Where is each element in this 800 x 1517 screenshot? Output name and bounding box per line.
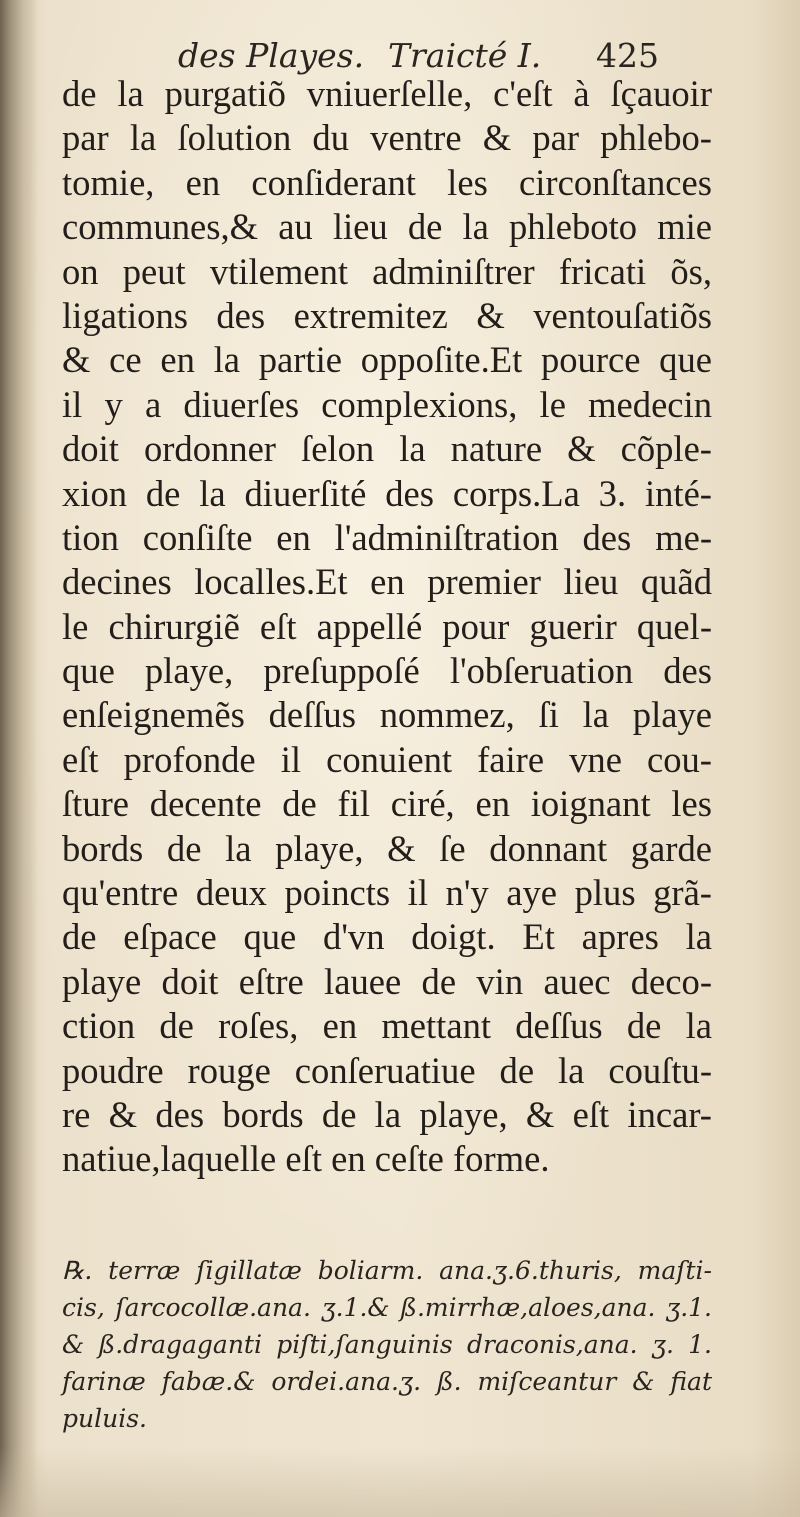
text-line: decines localles.Et en premier lieu quãd [62,561,712,603]
text-line: ſture decente de fil ciré, en ioignant les [62,783,712,825]
text-line: le chirurgiẽ eſt appellé pour guerir quel- [62,605,712,647]
running-head-title: des Playes. [178,36,365,75]
text-line: communes,& au lieu de la phleboto mie [62,206,712,248]
text-line: doit ordonner ſelon la nature & cõple- [62,428,712,470]
text-line: tion conſiſte en l'adminiſtration des me- [62,516,712,558]
text-line: par la ſolution du ventre & par phlebo- [62,117,712,159]
text-line: il y a diuerſes complexions, le medecin [62,383,712,425]
text-line: & ce en la partie oppoſite.Et pource que [62,339,712,381]
text-line: natiue,laquelle eſt en ceſte forme. [62,1138,550,1180]
text-line: bords de la playe, & ſe donnant garde [62,827,712,869]
text-line: poudre rouge conſeruatiue de la couſtu- [62,1049,712,1091]
recipe-line: farinæ fabæ.& ordei.ana.ʒ. ß. miſceantur & fiat [62,1367,712,1396]
text-line: playe doit eſtre lauee de vin auec deco- [62,960,712,1002]
text-line: ligations des extremitez & ventouſatiõs [62,294,712,336]
page-number: 425 [596,36,659,75]
text-line: qu'entre deux poincts il n'y aye plus grã- [62,872,712,914]
body-text [62,72,762,1182]
page-bottom-shadow [0,1447,800,1517]
text-line: tomie, en conſiderant les circonſtances [62,161,712,203]
text-line: on peut vtilement adminiſtrer fricati õs, [62,250,712,292]
recipe-line: puluis. [62,1404,147,1433]
text-line: xion de la diuerſité des corps.La 3. inté- [62,472,712,514]
recipe-line: ℞. terræ ſigillatæ boliarm. ana.ʒ.6.thuris, maſti- [62,1256,712,1285]
text-line: ction de roſes, en mettant deſſus de la [62,1005,712,1047]
recipe-block [62,1252,762,1437]
text-line: de la purgatiõ vniuerſelle, c'eſt à ſçauoir [62,73,712,114]
text-line: enſeignemẽs deſſus nommez, ſi la playe [62,694,712,736]
text-line: re & des bords de la playe, & eſt incar- [62,1093,712,1135]
running-head-treatise: Traicté I. [388,36,542,75]
text-line: que playe, preſuppoſé l'obſeruation des [62,650,712,692]
text-line: de eſpace que d'vn doigt. Et apres la [62,916,712,958]
recipe-line: cis, ſarcocollæ.ana. ʒ.1.& ß.mirrhæ,aloes,ana. ʒ.1. [62,1293,712,1322]
binding-shadow [0,0,38,1517]
recipe-line: & ß.dragaganti piſti,ſanguinis draconis,ana. ʒ. 1. [62,1330,712,1359]
text-line: eſt profonde il conuient faire vne cou- [62,738,712,780]
